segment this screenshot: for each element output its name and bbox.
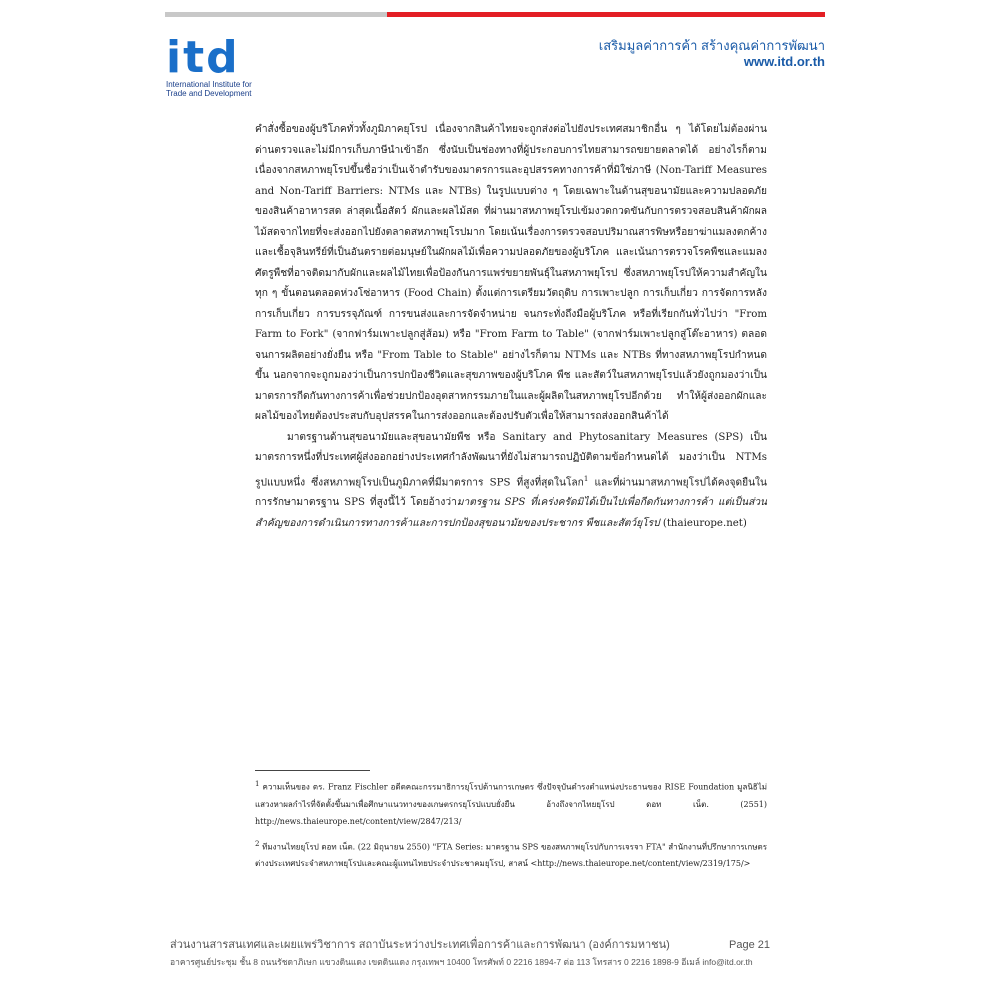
- footer-department: ส่วนงานสารสนเทศและเผยแพร่วิชาการ สถาบันระหว่างประเทศเพื่อการค้าและการพัฒนา (องค์การมหาชน): [170, 939, 670, 951]
- page-number: Page 21: [729, 939, 770, 951]
- footnote-ref-1: 1: [583, 474, 589, 483]
- footnote-2: $^2$ ทีมงานไทยยุโรป ดอท เน็ต. (22 มิถุนายน 2550) "FTA Series: มาตรฐาน SPS ของสหภาพยุโรปกับการเจรจา FTA" สำนักงานที่ปรึกษาการเกษตรต่างประเทศประจำสหภาพยุโรปและคณะผู้แทนไทยประจำประชาคมยุโรป, สาสน์ <http://news.thaieurope.net/content/view/2319/175/>: [255, 839, 767, 869]
- slogan-thai: เสริมมูลค่าการค้า สร้างคุณค่าการพัฒนา: [598, 38, 825, 53]
- footnote-1-text: ความเห็นของ ดร. Franz Fischler อดีตคณะกรรมาธิการยุโรปด้านการเกษตร ซึ่งปัจจุบันดำรงตำแหน่งประธานของ RISE Foundation มูลนิธิไม่แสวงหาผลกำไรที่จัดตั้งขึ้นมาเพื่อศึกษาแนวทางของเกษตรกรยุโรปแบบยั่งยืน อ้างถึงจากไทยยุโรป ดอท เน็ต. (2551) http://news.thaieurope.net/content/view/2847/213/: [255, 782, 767, 826]
- footnote-2-text: ทีมงานไทยยุโรป ดอท เน็ต. (22 มิถุนายน 2550) "FTA Series: มาตรฐาน SPS ของสหภาพยุโรปกับการเจรจา FTA" สำนักงานที่ปรึกษาการเกษตรต่างประเทศประจำสหภาพยุโรปและคณะผู้แทนไทยประจำประชาคมยุโรป, สาสน์ <http://news.thaieurope.net/content/view/2319/175/>: [255, 842, 767, 869]
- top-bar-gray-segment: [165, 12, 387, 17]
- sps-quote-italic: มาตรฐาน SPS ที่เคร่งครัดมิได้เป็นไปเพื่อกีดกันทางการค้า แต่เป็นส่วนสำคัญของการดำเนินการทางการค้าและการปกป้องสุขอนามัยของประชากร พืชและสัตว์ยุโรป: [255, 497, 768, 529]
- sps-intro-text: มาตรฐานด้านสุขอนามัยและสุขอนามัยพืช หรือ Sanitary and Phytosanitary Measures (SPS) เป็นมาตรการหนึ่งที่ประเทศผู้ส่งออกอย่างประเทศกำลังพัฒนาที่ยังไม่สามารถปฏิบัติตามข้อกำหนดได้ มองว่าเป็น NTMs รูปแบบหนึ่ง ซึ่งสหภาพยุโรปเป็นภูมิภาคที่มีมาตรการ SPS ที่สูงที่สุดในโลก: [255, 431, 767, 488]
- top-bar-red-segment: [387, 12, 825, 17]
- itd-logo: [166, 32, 296, 106]
- body-paragraph-2: [255, 428, 767, 535]
- sps-stance-text: และที่ผ่านมาสหภาพยุโรปได้คงจุดยืนในการรักษามาตรฐาน SPS ที่สูงนี้ไว้ โดยอ้างว่า: [255, 476, 767, 509]
- document-body: [255, 120, 767, 534]
- logo-mark: itd: [166, 32, 240, 83]
- footnote-1: $^1$ ความเห็นของ ดร. Franz Fischler อดีตคณะกรรมาธิการยุโรปด้านการเกษตร ซึ่งปัจจุบันดำรงตำแหน่งประธานของ RISE Foundation มูลนิธิไม่แสวงหาผลกำไรที่จัดตั้งขึ้นมาเพื่อศึกษาแนวทางของเกษตรกรยุโรปแบบยั่งยืน อ้างถึงจากไทยยุโรป ดอท เน็ต. (2551) http://news.thaieurope.net/content/view/2847/213/: [255, 780, 767, 826]
- footnote-divider: [255, 770, 370, 771]
- page-footer: [170, 938, 830, 969]
- logo-subtitle-1: International Institute for: [166, 80, 252, 89]
- footer-address: อาคารศูนย์ประชุม ชั้น 8 ถนนรัชดาภิเษก แขวงดินแดง เขตดินแดง กรุงเทพฯ 10400 โทรศัพท์ 0 2216 1894-7 ต่อ 113 โทรสาร 0 2216 1898-9 อีเมล์ info@itd.or.th: [170, 957, 753, 967]
- body-paragraph-1: คำสั่งซื้อของผู้บริโภคทั่วทั้งภูมิภาคยุโรป เนื่องจากสินค้าไทยจะถูกส่งต่อไปยังประเทศสมาชิกอื่น ๆ ได้โดยไม่ต้องผ่านด่านตรวจและไม่มีการเก็บภาษีนำเข้าอีก ซึ่งนับเป็นช่องทางที่ผู้ประกอบการไทยสามารถขยายตลาดได้ อย่างไรก็ตาม เนื่องจากสหภาพยุโรปขึ้นชื่อว่าเป็นเจ้าตำรับของมาตรการและอุปสรรคทางการค้าที่มิใช่ภาษี (Non-Tariff Measures and Non-Tariff Barriers: NTMs และ NTBs) ในรูปแบบต่าง ๆ โดยเฉพาะในด้านสุขอนามัยและความปลอดภัยของสินค้าอาหารสด ล่าสุดเนื้อสัตว์ ผักและผลไม้สด ที่ผ่านมาสหภาพยุโรปเข้มงวดกวดขันกับการตรวจสอบสินค้าผักผลไม้สดจากไทยที่จะส่งออกไปยังตลาดสหภาพยุโรปมาก โดยเน้นเรื่องการตรวจสอบปริมาณสารพิษหรือยาฆ่าแมลงตกค้างและเชื้อจุลินทรีย์ที่เป็นอันตรายต่อมนุษย์ในผักผลไม้เพื่อความปลอดภัยของผู้บริโภค และเน้นการตรวจโรคพืชและแมลงศัตรูพืชที่อาจติดมากับผักและผลไม้ไทยเพื่อป้องกันการแพร่ขยายพันธุ์ในสหภาพยุโรป ซึ่งสหภาพยุโรปให้ความสำคัญในทุก ๆ ขั้นตอนตลอดห่วงโซ่อาหาร (Food Chain) ตั้งแต่การเตรียมวัตถุดิบ การเพาะปลูก การเก็บเกี่ยว การจัดการหลังการเก็บเกี่ยว การบรรจุภัณฑ์ การขนส่งและการจัดจำหน่าย จนกระทั่งถึงมือผู้บริโภค หรือที่เรียกกันทั่วไปว่า "From Farm to Fork" (จากฟาร์มเพาะปลูกสู่ส้อม) หรือ "From Farm to Table" (จากฟาร์มเพาะปลูกสู่โต๊ะอาหาร) ตลอดจนการผลิตอย่างยั่งยืน หรือ "From Table to Stable" อย่างไรก็ตาม NTMs และ NTBs ที่ทางสหภาพยุโรปกำหนดขึ้น นอกจากจะถูกมองว่าเป็นการปกป้องชีวิตและสุขภาพของผู้บริโภค พืช และสัตว์ในสหภาพยุโรปแล้วยังถูกมองว่าเป็นมาตรการกีดกันทางการค้าเพื่อช่วยปกป้องอุตสาหกรรมภายในและผู้ผลิตในสหภาพยุโรปอีกด้วย ทำให้ผู้ส่งออกผักและผลไม้ของไทยต้องประสบกับอุปสรรคในการส่งออกและต้องปรับตัวเพื่อให้สามารถส่งออกสินค้าได้: [255, 124, 767, 422]
- top-accent-bar: [165, 12, 825, 17]
- website-url: www.itd.or.th: [743, 54, 825, 69]
- header-slogan: [599, 38, 825, 70]
- logo-subtitle-2: Trade and Development: [166, 89, 252, 98]
- footnotes: [255, 776, 767, 878]
- source-citation: (thaieurope.net): [662, 517, 747, 529]
